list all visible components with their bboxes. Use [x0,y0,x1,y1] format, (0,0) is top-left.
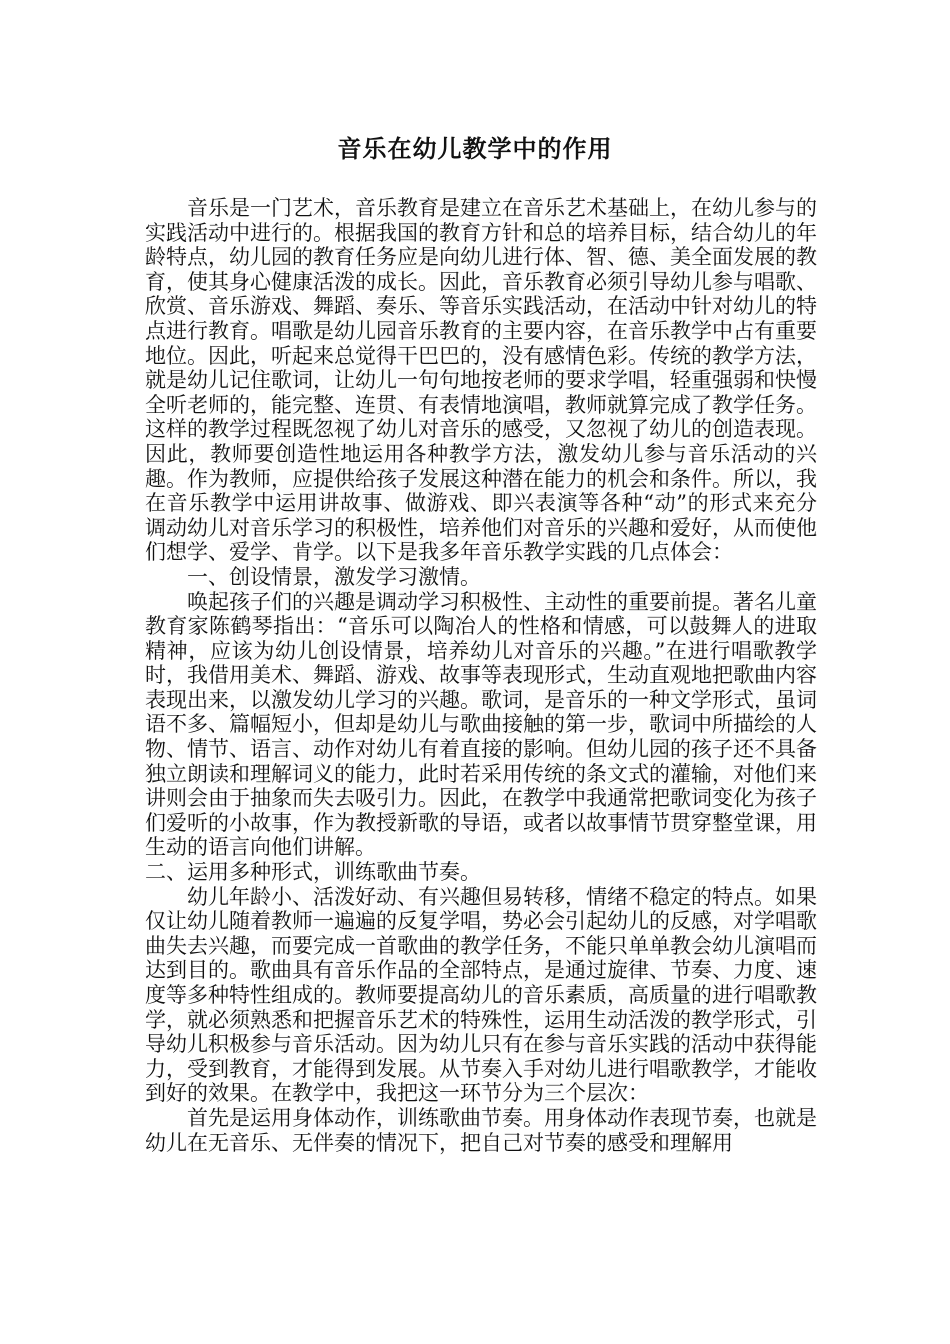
section-heading-1: 一、创设情景，激发学习激情。 [187,564,481,589]
paragraph-intro: 音乐是一门艺术，音乐教育是建立在音乐艺术基础上，在幼儿参与的实践活动中进行的。根据我国的教育方针和总的培养目标，结合幼儿的年龄特点，幼儿园的教育任务应是向幼儿进行体、智、德、美全面发展的教育，使其身心健康活泼的成长。因此，音乐教育必须引导幼儿参与唱歌、欣赏、音乐游戏、舞蹈、奏乐、等音乐实践活动，在活动中针对幼儿的特点进行教育。唱歌是幼儿园音乐教育的主要内容，在音乐教学中占有重要地位。因此，听起来总觉得干巴巴的，没有感情色彩。传统的教学方法，就是幼儿记住歌词，让幼儿一句句地按老师的要求学唱，轻重强弱和快慢全听老师的，能完整、连贯、有表情地演唱，教师就算完成了教学任务。这样的教学过程既忽视了幼儿对音乐的感受，又忽视了幼儿的创造表现。因此，教师要创造性地运用各种教学方法，激发幼儿参与音乐活动的兴趣。作为教师，应提供给孩子发展这种潜在能力的机会和条件。所以，我在音乐教学中运用讲故事、做游戏、即兴表演等各种“动”的形式来充分调动幼儿对音乐学习的积极性，培养他们对音乐的兴趣和爱好，从而使他们想学、爱学、肯学。以下是我多年音乐教学实践的几点体会： [145,196,817,565]
document-body [145,196,817,1155]
paragraph-section-2-continued: 首先是运用身体动作，训练歌曲节奏。用身体动作表现节奏，也就是幼儿在无音乐、无伴奏的情况下，把自己对节奏的感受和理解用 [145,1105,817,1155]
document-title: 音乐在幼儿教学中的作用 [337,134,613,163]
paragraph-section-2: 幼儿年龄小、活泼好动、有兴趣但易转移，情绪不稳定的特点。如果仅让幼儿随着教师一遍遍的反复学唱，势必会引起幼儿的反感，对学唱歌曲失去兴趣，而要完成一首歌曲的教学任务，不能只单单教会幼儿演唱而达到目的。歌曲具有音乐作品的全部特点，是通过旋律、节奏、力度、速度等多种特性组成的。教师要提高幼儿的音乐素质，高质量的进行唱歌教学，就必须熟悉和把握音乐艺术的特殊性，运用生动活泼的教学形式，引导幼儿积极参与音乐活动。因为幼儿只有在参与音乐实践的活动中获得能力，受到教育，才能得到发展。从节奏入手对幼儿进行唱歌教学，才能收到好的效果。在教学中，我把这一环节分为三个层次： [145,884,817,1106]
section-heading-2: 二、运用多种形式，训练歌曲节奏。 [145,860,481,885]
paragraph-section-1: 唤起孩子们的兴趣是调动学习积极性、主动性的重要前提。著名儿童教育家陈鹤琴指出：“音乐可以陶冶人的性格和情感，可以鼓舞人的进取精神，应该为幼儿创设情景，培养幼儿对音乐的兴趣。”在进行唱歌教学时，我借用美术、舞蹈、游戏、故事等表现形式，生动直观地把歌曲内容表现出来，以激发幼儿学习的兴趣。歌词，是音乐的一种文学形式，虽词语不多、篇幅短小，但却是幼儿与歌曲接触的第一步，歌词中所描绘的人物、情节、语言、动作对幼儿有着直接的影响。但幼儿园的孩子还不具备独立朗读和理解词义的能力，此时若采用传统的条文式的灌输，对他们来讲则会由于抽象而失去吸引力。因此，在教学中我通常把歌词变化为孩子们爱听的小故事，作为教授新歌的导语，或者以故事情节贯穿整堂课，用生动的语言向他们讲解。 [145,589,817,860]
